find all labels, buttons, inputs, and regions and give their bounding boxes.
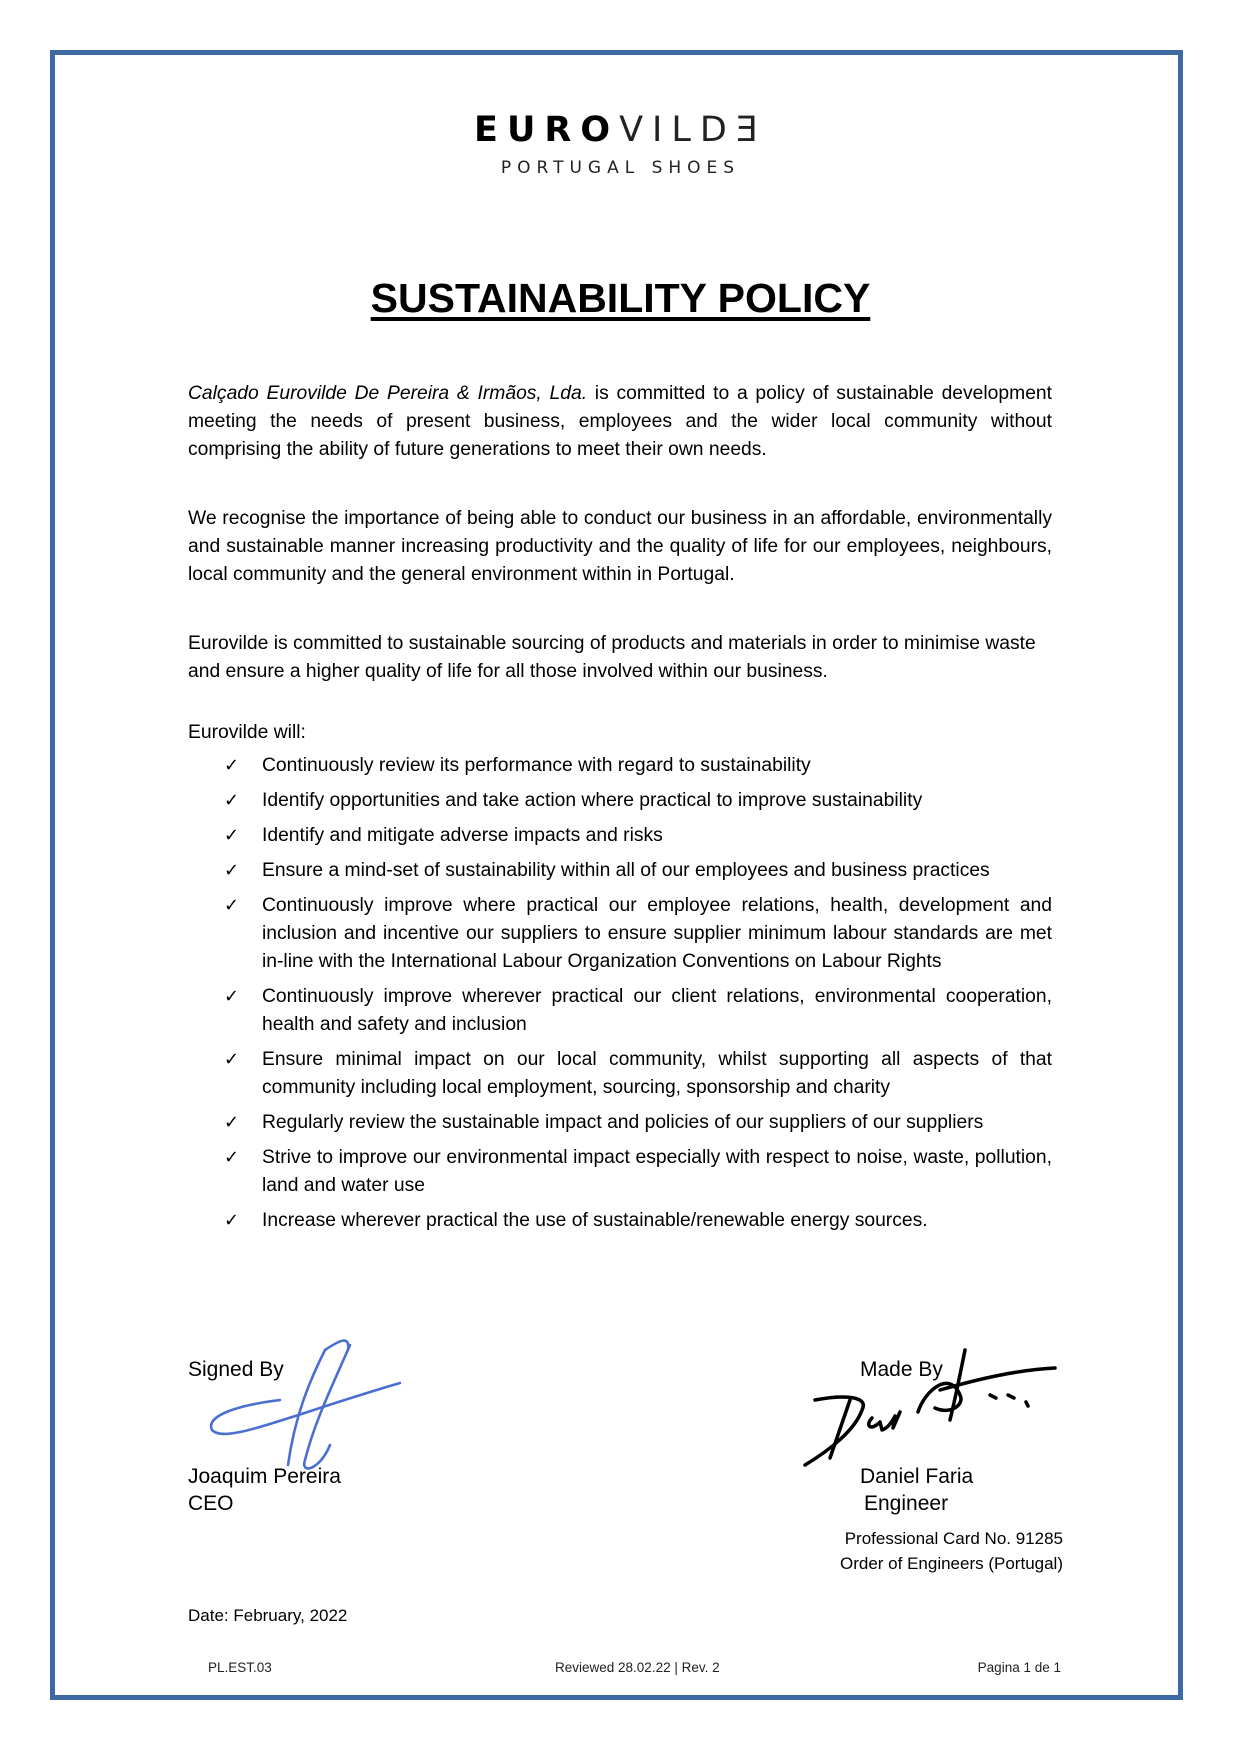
paragraph-importance: We recognise the importance of being able to conduct our business in an affordable, environmentally and sustainable manner increasing productivity and the quality of life for our employees, neighbours, local community and the general environment within in Portugal. (188, 508, 1052, 585)
company-logo (0, 110, 1241, 178)
document-date: Date: February, 2022 (188, 1606, 348, 1625)
check-icon: ✓ (224, 755, 240, 776)
professional-card: Professional Card No. 91285 (844, 1529, 1063, 1548)
logo-tagline: PORTUGAL SHOES (500, 158, 741, 178)
footer-page: Pagina 1 de 1 (977, 1660, 1061, 1675)
footer-code: PL.EST.03 (208, 1660, 272, 1675)
check-icon: ✓ (224, 1147, 240, 1168)
ceo-role: CEO (188, 1492, 234, 1515)
made-by-label: Made By (860, 1358, 943, 1381)
check-icon: ✓ (224, 860, 240, 881)
list-item: ✓ Increase wherever practical the use of sustainable/renewable energy sources. (188, 1207, 1052, 1235)
logo-bold-part: EURO (474, 110, 620, 150)
signed-by-label: Signed By (188, 1358, 284, 1381)
check-icon: ✓ (224, 986, 240, 1007)
paragraph-sourcing: Eurovilde is committed to sustainable sourcing of products and materials in order to minimise waste and ensure a higher quality of life for all those involved within our business. (188, 633, 1036, 682)
intro-paragraph (188, 380, 1052, 464)
list-item: ✓ Regularly review the sustainable impact and policies of our suppliers of our suppliers (188, 1109, 1052, 1137)
commitments-list (188, 752, 1052, 1242)
page-title: SUSTAINABILITY POLICY (370, 275, 871, 321)
list-item: ✓ Ensure minimal impact on our local community, whilst supporting all aspects of that community including local employment, sourcing, sponsorship and charity (188, 1046, 1052, 1102)
engineer-role: Engineer (864, 1492, 949, 1515)
list-item: ✓ Continuously review its performance with regard to sustainability (188, 752, 1052, 780)
list-item: ✓ Continuously improve wherever practical our client relations, environmental cooperation, health and safety and inclusion (188, 983, 1052, 1039)
ceo-signature (200, 1335, 420, 1475)
logo-wordmark (0, 110, 1241, 150)
engineers-order: Order of Engineers (Portugal) (840, 1554, 1063, 1573)
intro-text: is committed to a policy of sustainable development meeting the needs of present business, employees and the wider local community without comprising the ability of future generations to meet their own needs. (188, 383, 1052, 460)
list-item: ✓ Continuously improve where practical our employee relations, health, development and inclusion and incentive our suppliers to ensure supplier minimum labour standards are met in-line with the International Labour Organization Conventions on Labour Rights (188, 892, 1052, 976)
footer-review: Reviewed 28.02.22 | Rev. 2 (555, 1660, 720, 1675)
list-item: ✓ Identify opportunities and take action where practical to improve sustainability (188, 787, 1052, 815)
list-item: ✓ Identify and mitigate adverse impacts and risks (188, 822, 1052, 850)
logo-light-part: VILDƎ (619, 110, 767, 150)
company-name: Calçado Eurovilde De Pereira & Irmãos, Lda. (188, 383, 588, 404)
check-icon: ✓ (224, 1112, 240, 1133)
check-icon: ✓ (224, 790, 240, 811)
list-item: ✓ Ensure a mind-set of sustainability within all of our employees and business practices (188, 857, 1052, 885)
check-icon: ✓ (224, 1049, 240, 1070)
check-icon: ✓ (224, 1210, 240, 1231)
check-icon: ✓ (224, 895, 240, 916)
engineer-name: Daniel Faria (860, 1465, 974, 1488)
ceo-name: Joaquim Pereira (188, 1465, 341, 1488)
commitments-heading: Eurovilde will: (188, 722, 306, 743)
list-item: ✓ Strive to improve our environmental impact especially with respect to noise, waste, pollution, land and water use (188, 1144, 1052, 1200)
check-icon: ✓ (224, 825, 240, 846)
